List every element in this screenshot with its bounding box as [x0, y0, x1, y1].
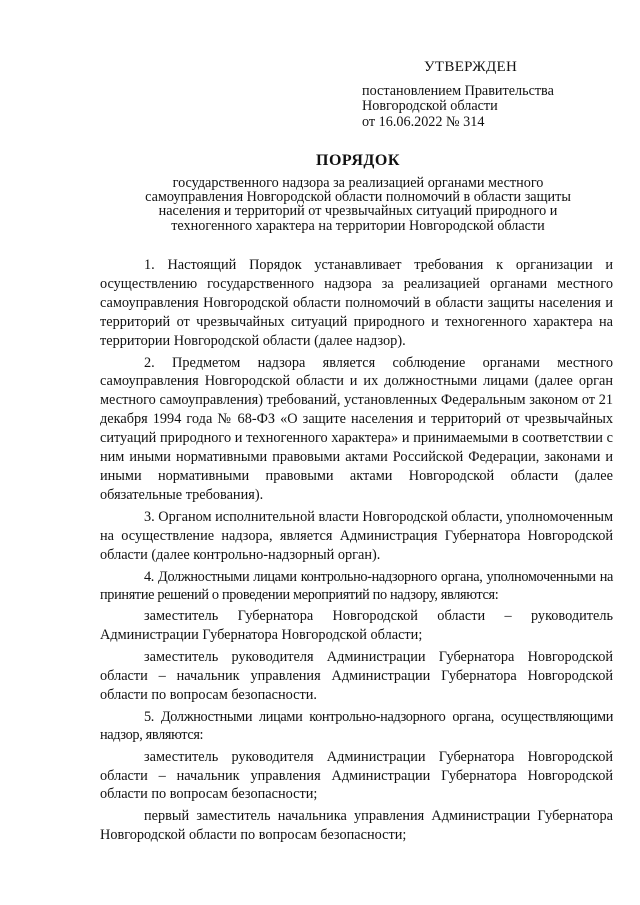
document-subtitle-line: населения и территорий от чрезвычайных ситуаций природного и: [158, 203, 558, 220]
paragraph-5: 5. Должностными лицами контрольно-надзорного органа, осуществляющими надзор, являются:: [100, 708, 613, 744]
list-item: первый заместитель начальника управления Администрации Губернатора Новгородской области по вопросам безопасности;: [100, 808, 613, 844]
document-subtitle-line: самоуправления Новгородской области полномочий в области защиты: [145, 189, 571, 206]
list-item: заместитель руководителя Администрации Губернатора Новгородской области – начальник управления Администрации Губернатора Новгородской области по вопросам безопасности.: [100, 649, 613, 703]
approval-line: Новгородской области: [362, 98, 498, 114]
approval-title: УТВЕРЖДЕН: [424, 59, 518, 75]
document-subtitle-line: техногенного характера на территории Новгородской области: [171, 217, 545, 234]
paragraph-1: 1. Настоящий Порядок устанавливает требования к организации и осуществлению государственного надзора за реализацией органами местного самоуправления Новгородской области полномочий в области защиты населения и территорий от чрезвычайных ситуаций природного и техногенного характера на территории Новгородской области (далее надзор).: [100, 257, 613, 349]
document-heading: [100, 152, 616, 233]
approval-date-number: от 16.06.2022 № 314: [362, 113, 485, 130]
document-body: [100, 256, 613, 848]
paragraph-3: 3. Органом исполнительной власти Новгородской области, уполномоченным на осуществление надзора, является Администрация Губернатора Новгородской области (далее контрольно-надзорный орган).: [100, 508, 613, 563]
paragraph-4: 4. Должностными лицами контрольно-надзорного органа, уполномоченными на принятие решений о проведении мероприятий по надзору, являются:: [100, 568, 613, 603]
list-item: заместитель Губернатора Новгородской области – руководитель Администрации Губернатора Новгородской области;: [100, 608, 613, 644]
approval-line: постановлением Правительства: [362, 82, 554, 99]
list-item: заместитель руководителя Администрации Губернатора Новгородской области – начальник управления Администрации Губернатора Новгородской области по вопросам безопасности;: [100, 748, 613, 803]
approval-stamp: [362, 60, 602, 130]
paragraph-2: 2. Предметом надзора является соблюдение органами местного самоуправления Новгородской области и их должностными лицами (далее орган местного самоуправления) требований, установленных Федеральным законом от 21 декабря 1994 года № 68-ФЗ «О защите населения и территорий от чрезвычайных ситуаций природного и техногенного характера» и принимаемыми в соответствии с ним иными нормативными правовыми актами Российской Федерации, законами и иными нормативными правовыми актами Новгородской области (далее обязательные требования).: [100, 354, 613, 503]
document-subtitle-line: государственного надзора за реализацией органами местного: [172, 175, 544, 191]
document-title: ПОРЯДОК: [316, 152, 400, 169]
